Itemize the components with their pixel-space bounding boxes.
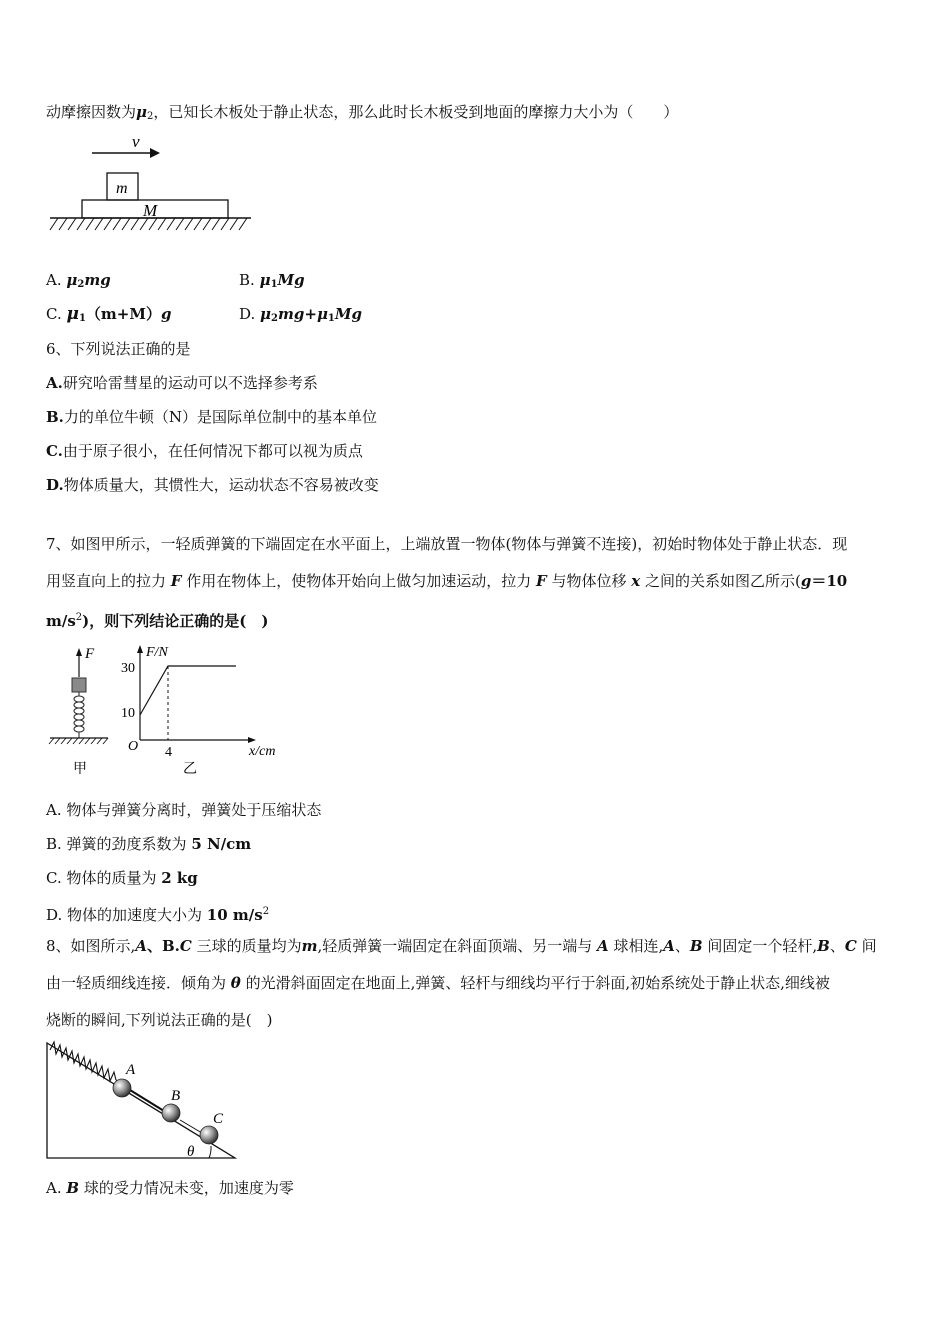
option-key: D. <box>239 305 256 323</box>
mu-subscript: 2 <box>271 313 278 324</box>
angle-arc <box>209 1146 211 1158</box>
ball-c <box>200 1126 218 1144</box>
text: 由一轻质细线连接．倾角为 <box>46 974 227 992</box>
y-tick-30: 30 <box>121 661 135 676</box>
mu-subscript: 2 <box>147 111 154 122</box>
ball-symbol: B <box>817 937 830 955</box>
option-key: B. <box>46 408 64 426</box>
y-axis-label: F/N <box>146 645 168 660</box>
force-symbol: F <box>536 572 547 590</box>
q7-option-d[interactable] <box>46 902 269 925</box>
q5-stem <box>46 102 678 127</box>
option-value: 5 N/cm <box>191 835 252 853</box>
text: 与物体位移 <box>551 572 627 590</box>
mu-subscript: 2 <box>77 279 85 290</box>
text: 作用在物体上，使物体开始向上做匀加速运动，拉力 <box>186 572 532 590</box>
option-text: 由于原子很小，在任何情况下都可以视为质点 <box>62 442 363 460</box>
option-value: 2 kg <box>161 869 198 887</box>
q8-stem-line2 <box>46 973 830 993</box>
q7-option-b[interactable] <box>46 834 251 854</box>
text: 三球的质量均为 <box>196 937 302 955</box>
q5-stem-text-b: ，已知长木板处于静止状态，那么此时长木板受到地面的摩擦力大小为（ ） <box>153 103 679 121</box>
option-key: A. <box>46 374 63 392</box>
q5-option-a[interactable] <box>46 270 111 295</box>
option-text: C. 物体的质量为 <box>46 869 162 887</box>
q7-stem-line1: 7、如图甲所示，一轻质弹簧的下端固定在水平面上，上端放置一物体(物体与弹簧不连接)，初始时物体处于静止状态．现 <box>46 535 848 553</box>
text: 间固定一个轻杆, <box>707 937 818 955</box>
text: 8、如图所示, <box>46 937 136 955</box>
text: 球相连, <box>613 937 664 955</box>
text: 的光滑斜面固定在地面上,弹簧、轻杆与细线均平行于斜面,初始系统处于静止状态,细线被 <box>245 974 830 992</box>
q6-option-d[interactable] <box>46 475 379 495</box>
mu-symbol: μ <box>259 271 271 289</box>
option-key: C. <box>46 305 62 323</box>
option-key: D. <box>46 476 64 494</box>
text: 、 <box>674 937 690 955</box>
option-value: 10 m/s <box>206 906 263 924</box>
option-text: 研究哈雷彗星的运动可以不选择参考系 <box>62 374 318 392</box>
mass-symbol: m <box>301 937 318 955</box>
q6-stem: 6、下列说法正确的是 <box>46 340 191 358</box>
text: 、 <box>829 937 845 955</box>
x-tick-4: 4 <box>165 745 172 760</box>
mu-subscript: 1 <box>78 313 86 324</box>
q6-option-c[interactable] <box>46 441 363 461</box>
text: 、B. <box>146 937 180 955</box>
q7-figure-spring-and-graph <box>46 642 296 782</box>
mu-symbol: μ <box>260 305 272 323</box>
option-text: B. 弹簧的劲度系数为 <box>46 835 192 853</box>
velocity-label: v <box>132 132 140 151</box>
superscript: 2 <box>75 612 83 623</box>
option-text: D. 物体的加速度大小为 <box>46 906 207 924</box>
force-symbol: F <box>170 572 182 590</box>
option-text: 力的单位牛顿（N）是国际单位制中的基本单位 <box>63 408 378 426</box>
spring-coil <box>74 692 84 738</box>
ball-symbol: A <box>663 937 675 955</box>
q5-option-d[interactable] <box>239 304 362 329</box>
ball-symbol: C <box>179 937 192 955</box>
q7-option-c[interactable] <box>46 868 198 888</box>
ball-c-label: C <box>213 1111 224 1127</box>
origin-label: O <box>128 739 139 754</box>
q6-option-a[interactable] <box>46 373 318 393</box>
ball-a-label: A <box>126 1062 136 1078</box>
q5-stem-text-a: 动摩擦因数为 <box>46 103 137 121</box>
ball-symbol: C <box>844 937 857 955</box>
rigid-rod <box>130 1090 164 1111</box>
small-block-label: m <box>116 180 128 197</box>
option-text: g <box>160 305 172 323</box>
q5-option-c[interactable] <box>46 304 171 329</box>
angle-symbol: θ <box>230 974 241 992</box>
text: ＝10 <box>811 572 848 590</box>
text: )，则下列结论正确的是( ) <box>82 612 269 630</box>
angle-label: θ <box>187 1144 195 1160</box>
text: 间 <box>861 937 877 955</box>
gravity-symbol: g <box>800 572 812 590</box>
option-key: C. <box>46 442 63 460</box>
ball-a <box>113 1079 131 1097</box>
text: m/s <box>46 612 76 630</box>
mu-subscript: 1 <box>270 279 278 290</box>
option-text: 球的受力情况未变，加速度为零 <box>83 1179 294 1197</box>
force-label: F <box>85 646 95 662</box>
option-text-mid: （m+M） <box>85 305 161 323</box>
mu-symbol: μ <box>66 304 79 324</box>
option-key: A. <box>46 271 62 289</box>
mu-symbol: μ <box>66 271 78 289</box>
text: ,轻质弹簧一端固定在斜面顶端、另一端与 <box>317 937 593 955</box>
ball-symbol: A <box>597 937 609 955</box>
figure-label-yi: 乙 <box>183 762 197 777</box>
q5-figure-board-block <box>46 132 261 237</box>
option-text: Mg <box>334 305 362 323</box>
ball-symbol: A <box>135 937 147 955</box>
text: 用竖直向上的拉力 <box>46 572 167 590</box>
ball-symbol: B <box>66 1179 80 1197</box>
spring-zigzag <box>50 1042 116 1081</box>
option-key: A. <box>46 1179 62 1197</box>
q7-stem-line3 <box>46 608 268 631</box>
q7-stem-line2 <box>46 571 847 591</box>
mu-symbol: μ <box>316 305 328 323</box>
board-label: M <box>143 201 158 220</box>
option-text: mg+ <box>278 305 317 323</box>
y-tick-10: 10 <box>121 706 135 721</box>
ball-b-label: B <box>171 1088 181 1104</box>
ball-symbol: B <box>689 937 703 955</box>
ground-hatching <box>49 738 108 744</box>
mu-symbol: μ <box>136 103 147 121</box>
force-curve <box>140 666 236 715</box>
superscript: 2 <box>262 906 270 917</box>
q7-option-a[interactable]: A. 物体与弹簧分离时，弹簧处于压缩状态 <box>46 801 322 819</box>
option-text: Mg <box>277 271 305 289</box>
displacement-symbol: x <box>631 572 641 590</box>
figure-label-jia: 甲 <box>73 762 87 777</box>
option-text: mg <box>84 271 111 289</box>
text: 之间的关系如图乙所示( <box>645 572 801 590</box>
q8-stem-line1 <box>46 936 877 956</box>
q6-option-b[interactable] <box>46 407 377 427</box>
x-axis-label: x/cm <box>249 744 276 759</box>
q8-figure-incline <box>46 1040 241 1162</box>
q8-stem-line3: 烧断的瞬间,下列说法正确的是( ) <box>46 1011 273 1029</box>
option-key: B. <box>239 271 255 289</box>
ball-b <box>162 1104 180 1122</box>
option-text: 物体质量大，其惯性大，运动状态不容易被改变 <box>63 476 379 494</box>
mu-subscript: 1 <box>327 313 335 324</box>
q8-option-a[interactable] <box>46 1178 294 1198</box>
q5-option-b[interactable] <box>239 270 305 295</box>
